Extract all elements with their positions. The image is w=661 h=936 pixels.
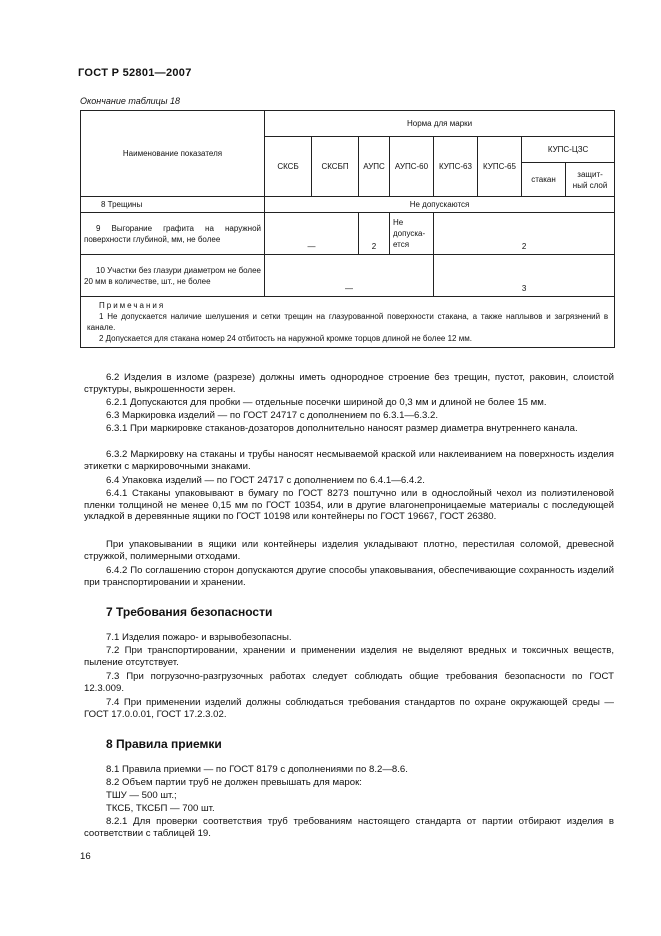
paragraph: 6.3.2 Маркировку на стаканы и трубы наносят несмываемой краской или наклеиванием на поверхность изделия этикетки с маркировочными знаками. xyxy=(84,449,614,472)
header-mark: АУПС-60 xyxy=(390,137,434,197)
paragraph: ТШУ — 500 шт.; xyxy=(106,790,177,801)
header-norm: Норма для марки xyxy=(265,111,615,137)
table-notes xyxy=(81,297,615,348)
table-18 xyxy=(80,110,615,348)
paragraph: 6.2.1 Допускаются для пробки — отдельные посечки шириной до 0,3 мм и длиной не более 15 мм. xyxy=(106,397,547,408)
row-10-value: 3 xyxy=(434,255,615,297)
notes-title: Примечания xyxy=(99,301,166,310)
paragraph: 8.2 Объем партии труб не должен превышать для марок: xyxy=(106,777,362,788)
paragraph: 6.4.2 По соглашению сторон допускаются другие способы упаковывания, обеспечивающие сохранность изделий при транспортировании и хранении. xyxy=(84,565,614,588)
paragraph: 6.2 Изделия в изломе (разрезе) должны иметь однородное строение без трещин, пустот, раковин, слоистой структуры, выкрошенности зерен. xyxy=(84,372,614,395)
note-2: 2 Допускается для стакана номер 24 отбитость на наружной кромке торцов длиной не более 12 мм. xyxy=(99,334,472,343)
row-8-value: Не допускаются xyxy=(265,197,615,213)
row-9-value: — xyxy=(265,213,359,255)
row-9-value: 2 xyxy=(359,213,390,255)
header-zashch: защит- ный слой xyxy=(566,163,615,197)
paragraph: 7.2 При транспортировании, хранении и применении изделия не выделяют вредных и токсичных веществ, пыление отсутствует. xyxy=(84,645,614,668)
header-mark: КУПС-63 xyxy=(434,137,478,197)
paragraph: 8.1 Правила приемки — по ГОСТ 8179 с дополнениями по 8.2—8.6. xyxy=(106,764,408,775)
paragraph: 6.3 Маркировка изделий — по ГОСТ 24717 с дополнением по 6.3.1—6.3.2. xyxy=(106,410,439,421)
row-10-name: 10 Участки без глазури диаметром не более 20 мм в количестве, шт., не более xyxy=(81,255,265,297)
header-mark: КУПС-65 xyxy=(478,137,522,197)
section-title-8: 8 Правила приемки xyxy=(106,737,222,751)
section-title-7: 7 Требования безопасности xyxy=(106,605,273,619)
paragraph: 8.2.1 Для проверки соответствия труб требованиям настоящего стандарта от партии отбирают изделия в соответствии с таблицей 19. xyxy=(84,816,614,839)
note-1: 1 Не допускается наличие шелушения и сетки трещин на глазурованной поверхности стакана, а также наплывов и загрязнений в канале. xyxy=(87,312,609,332)
header-stakan: стакан xyxy=(522,163,566,197)
paragraph: 7.1 Изделия пожаро- и взрывобезопасны. xyxy=(106,632,292,643)
paragraph: 6.4.1 Стаканы упаковывают в бумагу по ГОСТ 8273 поштучно или в однослойный чехол из полиэтиленовой пленки толщиной не менее 0,15 мм по ГОСТ 10354, или в другие влагонепроницаемые материалы с последующей укладкой в деревянные ящики по ГОСТ 10198 или контейнеры по ГОСТ 19667, ГОСТ 26380. xyxy=(84,488,614,523)
page-number: 16 xyxy=(80,851,91,862)
paragraph: ТКСБ, ТКСБП — 700 шт. xyxy=(106,803,215,814)
paragraph: 7.4 При применении изделий должны соблюдаться требования стандартов по охране окружающей среды — ГОСТ 17.0.0.01, ГОСТ 17.2.3.02. xyxy=(84,697,614,720)
row-9-value: 2 xyxy=(434,213,615,255)
document-header: ГОСТ Р 52801—2007 xyxy=(78,67,192,79)
paragraph: При упаковывании в ящики или контейнеры изделия укладывают плотно, перестилая соломой, древесной стружкой, полимерными отходами. xyxy=(84,539,614,562)
row-9-name: 9 Выгорание графита на наружной поверхности глубиной, мм, не более xyxy=(81,213,265,255)
table-caption: Окончание таблицы 18 xyxy=(80,96,180,106)
header-name-column: Наименование показателя xyxy=(81,111,265,197)
header-mark: СКСБ xyxy=(265,137,312,197)
row-9-value: Не допуска-ется xyxy=(390,213,434,255)
header-mark: СКСБП xyxy=(312,137,359,197)
paragraph: 7.3 При погрузочно-разгрузочных работах следует соблюдать общие требования безопасности по ГОСТ 12.3.009. xyxy=(84,671,614,694)
header-mark: АУПС xyxy=(359,137,390,197)
row-10-value: — xyxy=(265,255,434,297)
paragraph: 6.3.1 При маркировке стаканов-дозаторов дополнительно наносят размер диаметра внутреннего канала. xyxy=(106,423,578,434)
header-kups-czs: КУПС-ЦЗС xyxy=(522,137,615,163)
row-8-name: 8 Трещины xyxy=(81,197,265,213)
paragraph: 6.4 Упаковка изделий — по ГОСТ 24717 с дополнением по 6.4.1—6.4.2. xyxy=(106,475,425,486)
